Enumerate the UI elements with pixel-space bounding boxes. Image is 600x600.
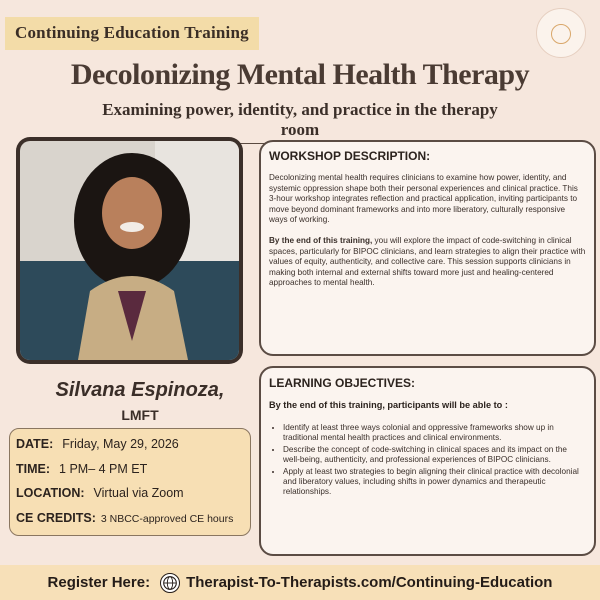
organization-logo [536, 8, 586, 58]
location-label: LOCATION: [16, 486, 85, 500]
description-heading: WORKSHOP DESCRIPTION: [269, 149, 431, 163]
workshop-title: Decolonizing Mental Health Therapy [70, 58, 530, 91]
workshop-subtitle: Examining power, identity, and practice in the therapy room [91, 100, 509, 144]
logo-mark-icon [551, 24, 571, 44]
objectives-lead: By the end of this training, participants will be able to : [269, 400, 508, 410]
date-value: Friday, May 29, 2026 [62, 437, 179, 451]
presenter-portrait-image [20, 141, 239, 360]
learning-objectives-panel [259, 366, 596, 556]
description-paragraph-2 [269, 236, 586, 289]
workshop-description-panel [259, 140, 596, 356]
location-row [16, 486, 244, 511]
presenter-name: Silvana Espinoza, [55, 379, 225, 401]
event-details-box [9, 428, 251, 536]
objectives-heading: LEARNING OBJECTIVES: [269, 376, 416, 390]
time-label: TIME: [16, 461, 51, 476]
presenter-photo [16, 137, 243, 364]
objective-item: • Describe the concept of code-switching in clinical spaces and its impact on the well-being, authenticity, and professional experiences of BIPOC clinicians. [283, 445, 586, 466]
register-label: Register Here: [47, 574, 151, 591]
globe-icon [160, 573, 180, 593]
presenter-credential: LMFT [121, 407, 159, 423]
time-row [16, 462, 244, 487]
description-paragraph-2-body: you will explore the impact of code-switching in clinical spaces, particularly for BIPOC clinicians, and learn strategies to align their practice with values of equity, authenticity, and collective care. This session supports clinicians in making both internal and external shifts toward more just and healing-centered approaches to mental health. [269, 235, 586, 288]
registration-link[interactable]: Therapist-To-Therapists.com/Continuing-Education [186, 574, 553, 591]
ce-credits-value: 3 NBCC-approved CE hours [100, 512, 234, 525]
time-value: 1 PM– 4 PM ET [59, 461, 148, 476]
location-value: Virtual via Zoom [93, 486, 184, 500]
description-paragraph-1: Decolonizing mental health requires clinicians to examine how power, identity, and systemic oppression shape both their personal experiences and clinical practice. This 3-hour workshop integrates reflection and practical application, inviting participants to move beyond dominant frameworks and into more liberatory, culturally responsive ways of working. [269, 173, 578, 225]
objective-item: • Apply at least two strategies to begin aligning their clinical practice with decolonial and liberatory values, including shifts in power dynamics and therapeutic relationships. [283, 467, 586, 498]
date-row [16, 437, 244, 462]
ce-credits-label: CE CREDITS: [16, 510, 96, 525]
objectives-list [269, 423, 586, 498]
objective-item: • Identify at least three ways colonial and oppressive frameworks show up in traditional mental health practices and clinical environments. [283, 423, 586, 444]
date-label: DATE: [16, 437, 54, 451]
course-type-badge: Continuing Education Training [5, 17, 259, 50]
description-paragraph-2-lead: By the end of this training, [269, 235, 373, 245]
ce-credits-row [16, 511, 244, 536]
registration-footer [0, 565, 600, 600]
